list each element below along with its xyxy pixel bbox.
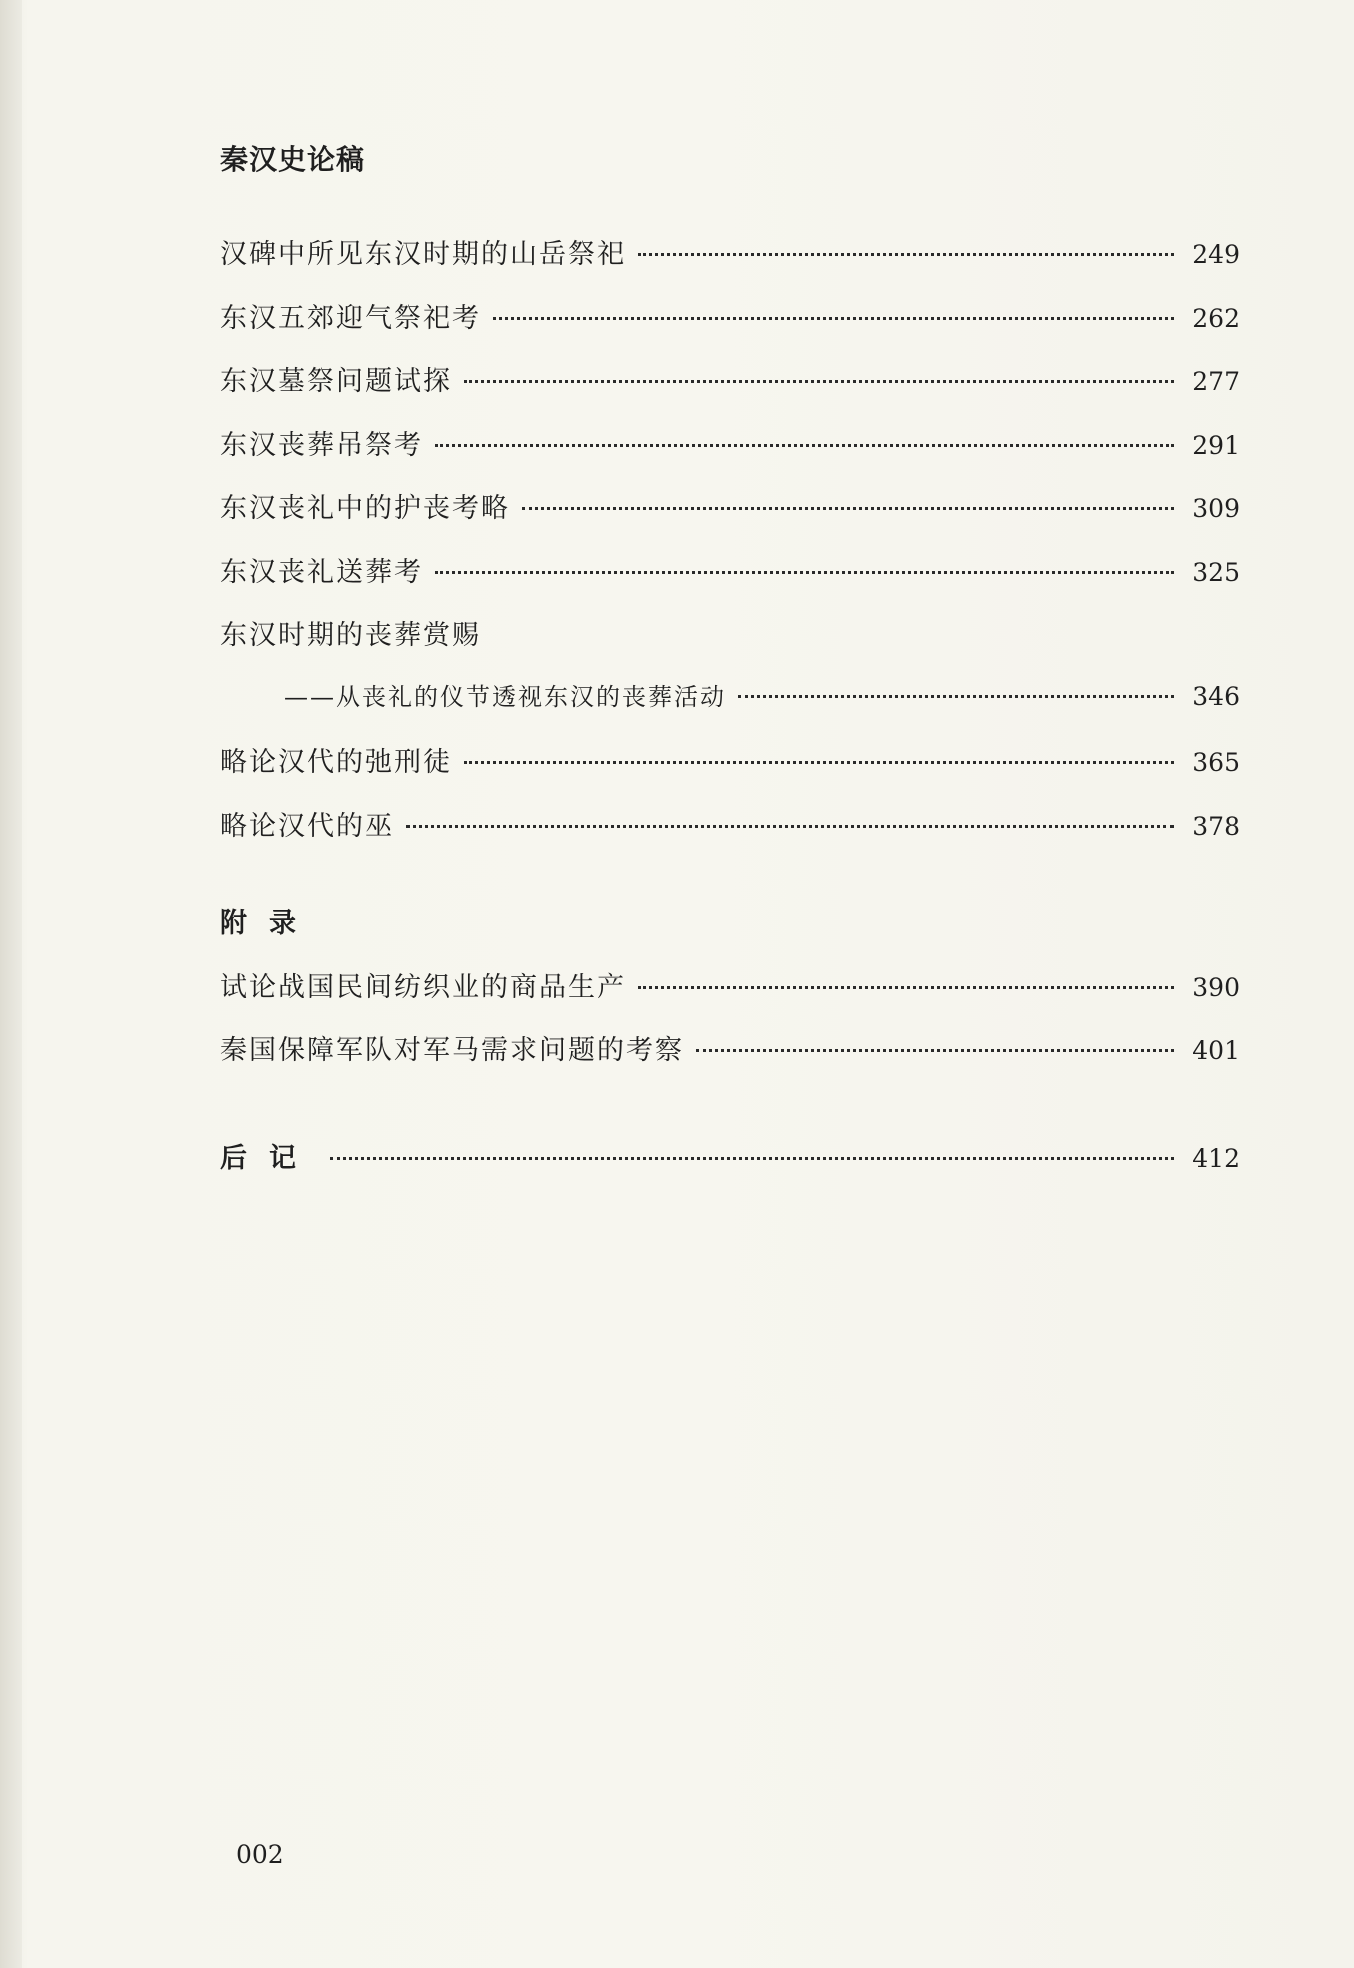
leader-dots [522, 507, 1174, 510]
toc-entry-page: 309 [1192, 494, 1240, 523]
leader-dots [406, 825, 1174, 828]
toc-entry[interactable] [220, 804, 1240, 868]
toc-entry-page: 365 [1192, 748, 1240, 777]
toc-entry-title: 略论汉代的弛刑徒 [220, 747, 452, 778]
toc-entry[interactable] [220, 550, 1240, 614]
toc-entry-page: 249 [1192, 240, 1240, 269]
leader-dots [638, 986, 1174, 989]
toc-entry[interactable] [220, 486, 1240, 550]
page-number: 002 [236, 1840, 284, 1869]
toc-entry[interactable] [220, 359, 1240, 423]
leader-dots [464, 380, 1174, 383]
leader-dots [638, 253, 1174, 256]
toc-entry[interactable] [220, 232, 1240, 296]
leader-dots [738, 695, 1174, 698]
spacer [220, 1092, 1240, 1136]
leader-dots [464, 761, 1174, 764]
toc-entry-page: 291 [1192, 430, 1240, 460]
toc-entry-page: 277 [1192, 367, 1240, 396]
running-head: 秦汉史论稿 [220, 143, 366, 176]
appendix-label: 附录 [220, 908, 318, 939]
toc-entry-title: ——从丧礼的仪节透视东汉的丧葬活动 [284, 682, 726, 711]
toc-entry-page: 401 [1192, 1036, 1240, 1065]
leader-dots [493, 317, 1174, 320]
toc-entry-title: 东汉时期的丧葬赏赐 [220, 620, 481, 651]
postscript-label: 后记 [220, 1142, 318, 1174]
toc-entry-title: 东汉丧礼中的护丧考略 [220, 493, 510, 524]
toc-entry-title: 汉碑中所见东汉时期的山岳祭祀 [220, 239, 626, 270]
toc-entry-page: 412 [1192, 1143, 1240, 1173]
spacer [220, 867, 1240, 901]
toc-entry-page: 346 [1192, 681, 1240, 711]
toc-entry-title: 略论汉代的巫 [220, 810, 394, 842]
leader-dots [330, 1157, 1174, 1160]
appendix-heading [220, 901, 1240, 965]
page-gutter-shadow [0, 0, 22, 1968]
toc-entry[interactable] [220, 965, 1240, 1029]
toc-entry-title: 试论战国民间纺织业的商品生产 [220, 971, 626, 1003]
toc-entry[interactable] [220, 1028, 1240, 1092]
toc-entry[interactable] [220, 740, 1240, 804]
toc-entry-page: 378 [1192, 811, 1240, 841]
toc-entry-title: 东汉丧礼送葬考 [220, 556, 423, 588]
toc-entry-title: 东汉五郊迎气祭祀考 [220, 302, 481, 334]
toc-entry-page: 390 [1192, 972, 1240, 1002]
table-of-contents [220, 232, 1240, 1199]
toc-entry-page: 262 [1192, 303, 1240, 333]
leader-dots [435, 444, 1174, 447]
toc-entry[interactable] [220, 423, 1240, 487]
toc-entry-page: 325 [1192, 557, 1240, 587]
leader-dots [435, 571, 1174, 574]
toc-entry-title: 东汉丧葬吊祭考 [220, 429, 423, 461]
toc-entry-title: 秦国保障军队对军马需求问题的考察 [220, 1035, 684, 1066]
toc-entry-heading[interactable] [220, 613, 1240, 677]
toc-entry-subtitle[interactable] [220, 677, 1240, 741]
toc-entry[interactable] [220, 296, 1240, 360]
leader-dots [696, 1049, 1174, 1052]
toc-entry-postscript[interactable] [220, 1136, 1240, 1200]
toc-entry-title: 东汉墓祭问题试探 [220, 366, 452, 397]
